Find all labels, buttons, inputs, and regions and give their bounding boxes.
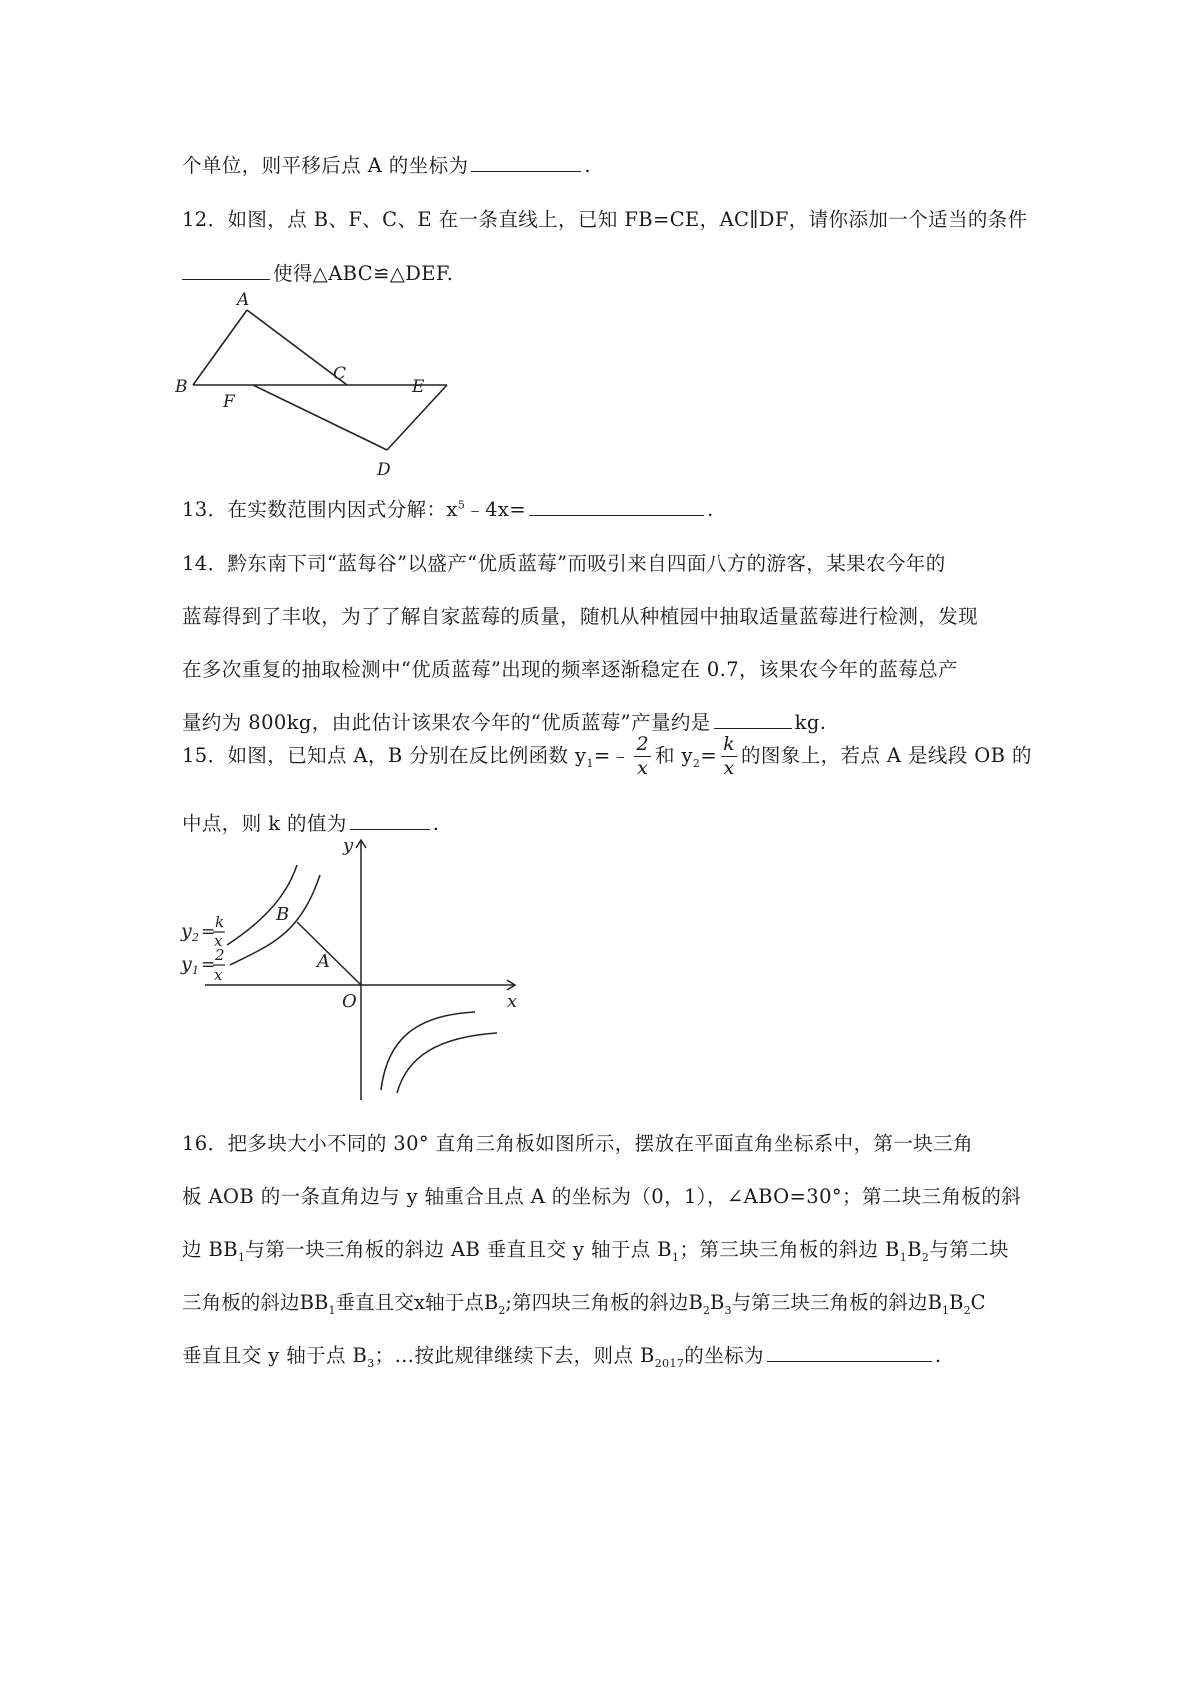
q15-text-post: 的图象上，若点 A 是线段 OB 的 — [740, 744, 1032, 767]
q16-l4-e: 与第三块三角板的斜边B — [731, 1291, 943, 1314]
label-x-axis: x — [507, 991, 518, 1012]
segment-fd — [253, 385, 387, 450]
q14-line-2: 蓝莓得到了丰收，为了了解自家蓝莓的质量，随机从种植园中抽取适量蓝莓进行检测，发现 — [182, 605, 979, 628]
q16-l3-s3: 1 — [899, 1250, 908, 1264]
q15-eq-1: =﹣ — [593, 744, 631, 767]
y1-num: 2 — [215, 946, 225, 964]
q15-sub-2: 2 — [692, 756, 701, 770]
q15-text-mid: 和 y — [654, 744, 693, 767]
q12-line-1: 12．如图，点 B、F、C、E 在一条直线上，已知 FB=CE，AC∥DF，请你添加一个适当的条件 — [182, 208, 1028, 231]
q15-frac1-den: x — [637, 757, 649, 779]
q16-l3-s1: 1 — [237, 1250, 246, 1264]
q16-l4-s5: 1 — [942, 1303, 950, 1317]
q15-line-2 — [182, 808, 439, 836]
q16-answer-blank[interactable] — [767, 1360, 932, 1362]
q11-line — [182, 150, 591, 178]
q15-fraction-1 — [634, 733, 651, 780]
q16-end: . — [934, 1344, 942, 1367]
q14-line-4 — [182, 707, 826, 735]
q16-l3-c: ；第三块三角板的斜边 B — [679, 1238, 900, 1261]
q16-l3-s4: 2 — [921, 1250, 930, 1264]
y2-num: k — [215, 913, 225, 931]
label-point-b: B — [276, 904, 290, 925]
y1-y: y — [181, 953, 192, 975]
label-point-a: A — [317, 951, 330, 972]
q13-end: . — [707, 498, 714, 521]
q15-eq-2: = — [700, 744, 718, 767]
q14-unit: kg. — [794, 711, 827, 734]
q13-text-pre: 13．在实数范围内因式分解：x — [182, 498, 458, 521]
y2-sub: 2 — [192, 931, 199, 944]
q16-l3-b: 与第一块三角板的斜边 AB 垂直且交 y 轴于点 B — [245, 1238, 673, 1261]
q16-l4-s3: 2 — [702, 1303, 711, 1317]
q15-answer-blank[interactable] — [350, 828, 430, 830]
q16-l5-s1: 3 — [367, 1356, 375, 1370]
q16-line-2: 板 AOB 的一条直角边与 y 轴重合且点 A 的坐标为（0，1），∠ABO=30°；第二块三角板的斜 — [182, 1185, 1022, 1208]
q16-l4-s1: 1 — [328, 1303, 336, 1317]
curve-y2-right — [397, 1033, 497, 1093]
q15-sub-1: 1 — [586, 756, 594, 770]
q16-l4-b: 垂直且交x轴于点B — [335, 1291, 499, 1314]
q16-l4-d: B — [710, 1291, 725, 1314]
q12-triangle-figure — [175, 285, 465, 480]
y1-den: x — [214, 966, 223, 984]
q16-l5-a: 垂直且交 y 轴于点 B — [182, 1344, 368, 1367]
q15-text-pre: 15．如图，已知点 A，B 分别在反比例函数 y — [182, 744, 587, 767]
q16-l4-f: B — [949, 1291, 964, 1314]
q14-line-3: 在多次重复的抽取检测中“优质蓝莓”出现的频率逐渐稳定在 0.7，该果农今年的蓝莓总产 — [182, 658, 958, 681]
q15-line-1 — [182, 733, 1032, 787]
q14-line-1: 14．黔东南下司“蓝每谷”以盛产“优质蓝莓”而吸引来自四面八方的游客，某果农今年的 — [182, 552, 946, 575]
q11-answer-blank[interactable] — [471, 170, 581, 172]
label-y1-formula — [180, 946, 225, 984]
q16-l3-d: B — [907, 1238, 922, 1261]
q15-frac2-den: x — [723, 757, 735, 779]
q16-l3-s2: 1 — [672, 1250, 680, 1264]
q15-frac1-num: 2 — [636, 733, 649, 755]
q16-line-5 — [182, 1340, 942, 1370]
q16-l4-g: C — [970, 1291, 986, 1314]
q12-text-2: 使得△ABC≌△DEF. — [273, 262, 454, 285]
q15-text-2: 中点，则 k 的值为 — [182, 812, 347, 835]
q16-l4-s2: 2 — [498, 1303, 506, 1317]
q16-l4-a: 三角板的斜边BB — [182, 1291, 329, 1314]
q14-text-4: 量约为 800kg，由此估计该果农今年的“优质蓝莓”产量约是 — [182, 711, 711, 734]
q15-frac2-num: k — [723, 733, 735, 755]
q16-l4-c: ;第四块三角板的斜边B — [505, 1291, 703, 1314]
q16-line-4 — [182, 1287, 986, 1317]
label-f: F — [223, 392, 235, 412]
segment-ab — [193, 310, 247, 385]
q16-l3-e: 与第二块 — [929, 1238, 1009, 1261]
label-e: E — [412, 377, 425, 397]
q16-l5-s2: 2017 — [654, 1356, 685, 1370]
label-y-axis: y — [343, 835, 354, 856]
q16-l4-s4: 3 — [724, 1303, 732, 1317]
q13-line — [182, 494, 714, 522]
q13-exponent: 5 — [457, 498, 466, 512]
q15-fraction-2 — [721, 733, 737, 780]
label-c: C — [333, 364, 347, 384]
q16-l5-b: ；…按此规律继续下去，则点 B — [374, 1344, 655, 1367]
q15-hyperbola-figure — [175, 835, 535, 1105]
label-b: B — [175, 377, 188, 397]
q13-answer-blank[interactable] — [529, 514, 704, 516]
q16-l3-a: 边 BB — [182, 1238, 238, 1261]
label-d: D — [377, 460, 391, 480]
curve-y1-left — [230, 875, 320, 965]
q13-text-post: ﹣4x= — [465, 498, 527, 521]
label-y2-formula — [180, 913, 225, 950]
y2-den: x — [214, 932, 223, 950]
label-a: A — [237, 290, 250, 310]
q12-answer-blank[interactable] — [182, 278, 270, 280]
q14-answer-blank[interactable] — [714, 727, 792, 729]
y1-eq: = — [201, 955, 216, 975]
q16-line-3 — [182, 1234, 1009, 1264]
q16-line-1: 16．把多块大小不同的 30° 直角三角板如图所示，摆放在平面直角坐标系中，第一块三角 — [182, 1132, 973, 1155]
y2-eq: = — [201, 922, 216, 942]
q11-text: 个单位，则平移后点 A 的坐标为 — [182, 154, 469, 177]
y1-sub: 1 — [192, 964, 199, 977]
q11-end: . — [584, 154, 591, 177]
segment-ac — [247, 310, 347, 385]
q16-l5-c: 的坐标为 — [684, 1344, 764, 1367]
q12-line-2 — [182, 258, 453, 286]
label-origin: O — [342, 991, 357, 1012]
y2-y: y — [181, 920, 192, 942]
q15-end: . — [432, 812, 440, 835]
q16-l4-s6: 2 — [963, 1303, 971, 1317]
